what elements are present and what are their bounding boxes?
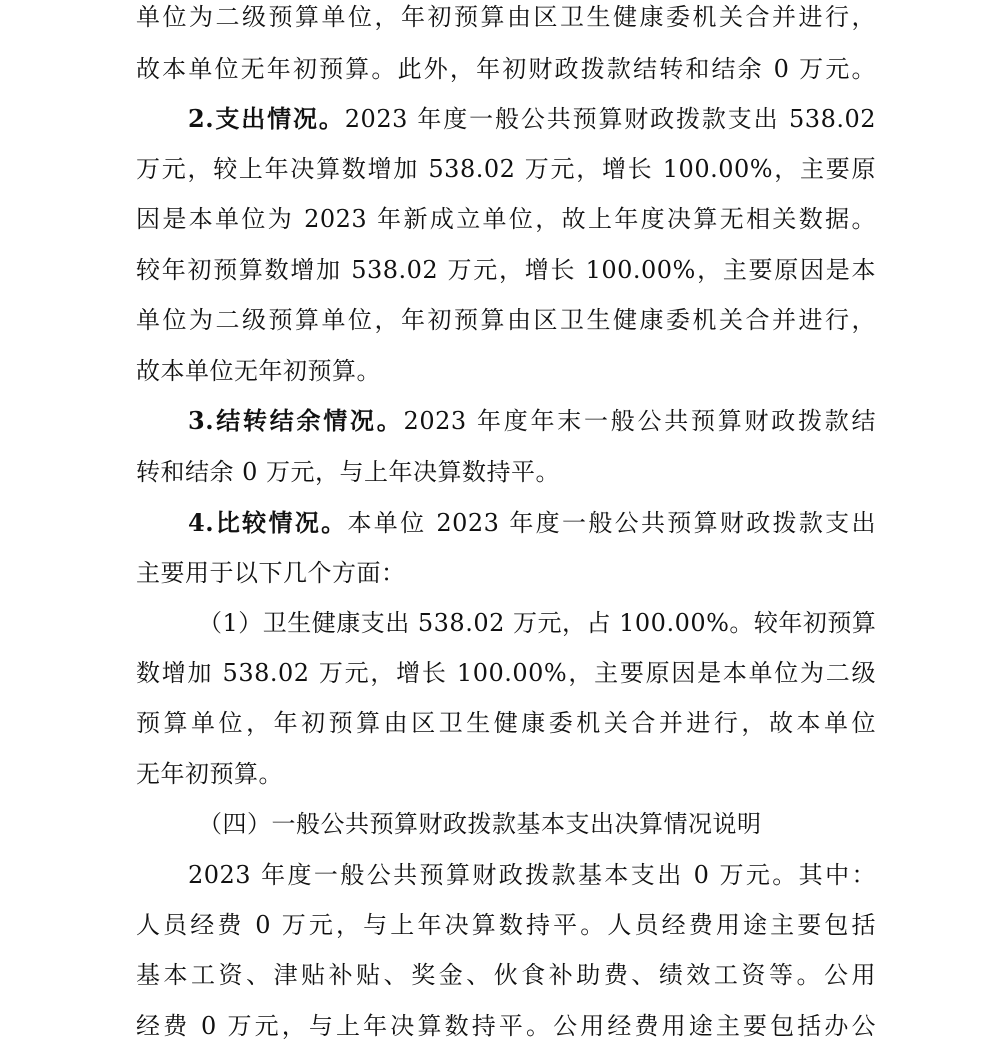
paragraph-line: 无年初预算。 bbox=[136, 760, 283, 788]
section-expenditure-title: 2.支出情况。 bbox=[188, 104, 345, 133]
paragraph-line: 2023 年度一般公共预算财政拨款基本支出 0 万元。其中： bbox=[188, 861, 876, 889]
paragraph-line: 人员经费 0 万元，与上年决算数持平。人员经费用途主要包括 bbox=[136, 911, 876, 939]
paragraph-line: 万元，较上年决算数增加 538.02 万元，增长 100.00%，主要原 bbox=[136, 155, 876, 183]
section-comparison-heading-line bbox=[188, 508, 876, 540]
paragraph-line: 单位为二级预算单位，年初预算由区卫生健康委机关合并进行， bbox=[136, 306, 876, 334]
paragraph-line: 主要用于以下几个方面： bbox=[136, 559, 406, 587]
paragraph-line: 预算单位，年初预算由区卫生健康委机关合并进行，故本单位 bbox=[136, 709, 876, 737]
paragraph-line: 故本单位无年初预算。此外，年初财政拨款结转和结余 0 万元。 bbox=[136, 55, 876, 83]
paragraph-line: 经费 0 万元，与上年决算数持平。公用经费用途主要包括办公 bbox=[136, 1012, 876, 1040]
paragraph-line: 基本工资、津贴补贴、奖金、伙食补助费、绩效工资等。公用 bbox=[136, 961, 876, 989]
section-heading-basic-expenditure: （四）一般公共预算财政拨款基本支出决算情况说明 bbox=[198, 810, 762, 838]
section-carryover-text: 2023 年度年末一般公共预算财政拨款结 bbox=[403, 407, 876, 435]
paragraph-line: 单位为二级预算单位，年初预算由区卫生健康委机关合并进行， bbox=[136, 3, 876, 31]
section-comparison-title: 4.比较情况。 bbox=[188, 508, 348, 537]
list-item-line: （1）卫生健康支出 538.02 万元，占 100.00%。较年初预算 bbox=[198, 609, 876, 637]
paragraph-line: 数增加 538.02 万元，增长 100.00%，主要原因是本单位为二级 bbox=[136, 659, 876, 687]
paragraph-line: 故本单位无年初预算。 bbox=[136, 357, 381, 385]
section-comparison-text: 本单位 2023 年度一般公共预算财政拨款支出 bbox=[347, 509, 876, 537]
section-carryover-title: 3.结转结余情况。 bbox=[188, 406, 404, 435]
paragraph-line: 因是本单位为 2023 年新成立单位，故上年度决算无相关数据。 bbox=[136, 205, 876, 233]
paragraph-line: 较年初预算数增加 538.02 万元，增长 100.00%，主要原因是本 bbox=[136, 256, 876, 284]
section-carryover-heading-line bbox=[188, 406, 876, 438]
paragraph-line: 转和结余 0 万元，与上年决算数持平。 bbox=[136, 458, 561, 486]
section-expenditure-heading-line bbox=[188, 104, 876, 136]
section-expenditure-text: 2023 年度一般公共预算财政拨款支出 538.02 bbox=[344, 105, 876, 133]
